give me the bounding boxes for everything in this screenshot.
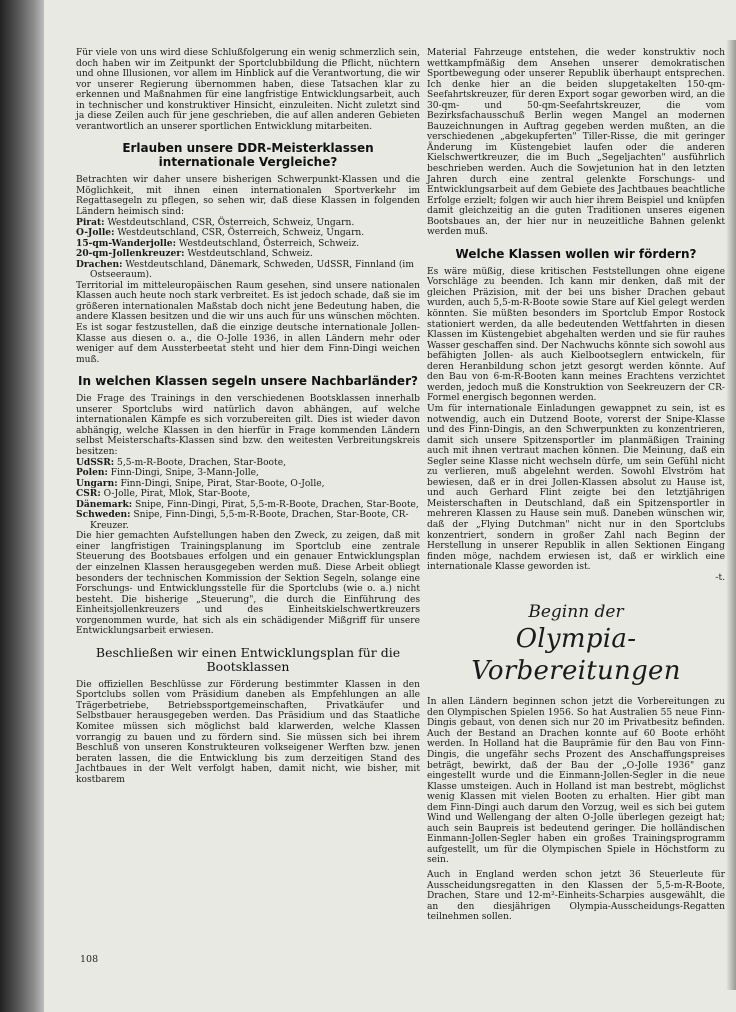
paragraph: Betrachten wir daher unsere bisherigen Schwerpunkt-Klassen und die Möglichkeit, mit ihnen einen internationalen Sportverkehr im Regattasegeln zu pflegen, so sehen wir, daß diese Klassen in folgenden Ländern heimisch sind: (76, 175, 420, 218)
list-item: Drachen: Westdeutschland, Dänemark, Schweden, UdSSR, Finnland (im Ostseeraum). (76, 258, 414, 281)
heading-klassen-foerdern: Welche Klassen wollen wir fördern? (455, 246, 697, 261)
list-item: O-Jolle: Westdeutschland, CSR, Österreich, Schweiz, Ungarn. (76, 227, 365, 239)
paragraph: Um für internationale Einladungen gewappnet zu sein, ist es notwendig, auch ein Dutzend Boote, vorerst der Snipe-Klasse und des Finn-Dingis, an den Schwerpunkten zu konzentrieren, damit sich unsere Spitzensportler im planmäßigen Training auch mit ihnen vertraut machen können. Die Meinung, daß ein Segler seine Klasse nicht wechseln dürfe, um sein Gefühl nicht zu verlieren, muß abgelehnt werden. Sowohl Elvström hat bewiesen, daß er in drei Jollen-Klassen absolut zu Hause ist, und auch Gerhard Flint zeigte bei den letztjährigen Meisterschaften in Deutschland, daß ein Spitzensportler in mehreren Klassen zu Hause sein muß. Daneben wünschen wir, daß der „Flying Dutchman" nicht nur in den Sportclubs konzentriert, sondern in großer Zahl nach Beginn der Herstellung in unserer Republik in allen Sektionen Eingang finden möge, nachdem erwiesen ist, daß er wirklich eine internationale Klasse geworden ist. (427, 403, 725, 573)
class-country-list (76, 218, 420, 281)
list-item: 20-qm-Jollenkreuzer: Westdeutschland, Schweiz. (76, 248, 313, 260)
paragraph: Territorial im mitteleuropäischen Raum gesehen, sind unsere nationalen Klassen auch heute noch stark verbreitet. Es ist jedoch schade, daß sie im größeren internationalen Maßstab doch nicht jene Bedeutung haben, die andere Klassen besitzen und die wir uns auch für uns wünschen möchten. Es ist sogar festzustellen, daß die einzige deutsche internationale Jollen-Klasse aus diesen o. a., die O-Jolle 1936, in allen Ländern mehr oder weniger auf dem Aussterbeetat steht und hier dem Finn-Dingi weichen muß. (76, 280, 420, 365)
book-page (44, 0, 736, 1012)
right-column (427, 48, 725, 923)
article-title (427, 601, 725, 687)
heading-entwicklungsplan: Beschließen wir einen Entwicklungsplan für die Bootsklassen (95, 644, 401, 674)
article-title-sub: Beginn der (528, 602, 624, 623)
list-item: Pirat: Westdeutschland, CSR, Österreich, Schweiz, Ungarn. (76, 216, 355, 228)
intro-paragraph: Für viele von uns wird diese Schlußfolgerung ein wenig schmerzlich sein, doch haben wir im Zeitpunkt der Sportclubbildung die Pflicht, nüchtern und ohne Illusionen, vor allem im Hinblick auf die Verantwortung, die wir vor unserer Regierung übernommen haben, diese Tatsachen klar zu erkennen und Maßnahmen für eine langfristige Entwicklungsarbeit, auch in technischer und konstruktiver Hinsicht, einzuleiten. Nicht zuletzt sind ja diese Zeilen auch für jene geschrieben, die auf allen anderen Gebieten verantwortlich an unserer sportlichen Entwicklung mitarbeiten. (76, 48, 420, 132)
left-column (76, 48, 420, 785)
paragraph: Die hier gemachten Aufstellungen haben den Zweck, zu zeigen, daß mit einer langfristigen Trainingsplanung im Sportclub eine zentrale Steuerung des Bootsbaues erfolgen und ein genauer Entwicklungsplan der einzelnen Klassen herausgegeben werden muß. Diese Arbeit obliegt besonders der technischen Kommission der Sektion Segeln, solange eine Forschungs- und Entwicklungsstelle für die Sportclubs (wie o. a.) nicht besteht. Die bisherige „Steuerung", die durch die Einführung des Einheitsjollenkreuzers und des Einheitskielschwertkreuzers vorgenommen wurde, hat sich als ein schädigender Mißgriff für unsere Entwicklungsarbeit erwiesen. (76, 531, 420, 637)
book-spine (0, 0, 44, 1012)
list-item: UdSSR: 5,5-m-R-Boote, Drachen, Star-Boote, (76, 456, 286, 468)
author-signature: -t. (715, 572, 725, 583)
article-title-main: Olympia-Vorbereitungen (471, 624, 681, 687)
list-item: Dänemark: Snipe, Finn-Dingi, Pirat, 5,5-m-R-Boote, Drachen, Star-Boote, (76, 498, 419, 510)
list-item: 15-qm-Wanderjolle: Westdeutschland, Österreich, Schweiz. (76, 237, 360, 249)
list-item: CSR: O-Jolle, Pirat, Mlok, Star-Boote, (76, 488, 251, 500)
list-item: Schweden: Snipe, Finn-Dingi, 5,5-m-R-Boote, Drachen, Star-Boote, CR-Kreuzer. (76, 509, 409, 531)
heading-nachbarlaender: In welchen Klassen segeln unsere Nachbarländer? (78, 374, 418, 389)
neighbour-class-list (76, 458, 420, 532)
list-item: Polen: Finn-Dingi, Snipe, 3-Mann-Jolle, (76, 467, 259, 479)
heading-ddr-meisterklassen: Erlauben unsere DDR-Meisterklassen internationale Vergleiche? (122, 141, 374, 170)
paragraph: In allen Ländern beginnen schon jetzt die Vorbereitungen zu den Olympischen Spielen 1956. So hat Australien 55 neue Finn-Dingis gebaut, von denen sich nur 20 im Privatbesitz befinden. Auch der Bestand an Drachen konnte auf 60 Boote erhöht werden. In Holland hat die Bauprämie für den Bau von Finn-Dingis, die ungefähr sechs Prozent des Anschaffungspreises beträgt, bewirkt, daß der Bau der „O-Jolle 1936" ganz eingestellt wurde und die Einmann-Jollen-Segler in die neue Klasse umsteigen. Auch in Holland ist man bestrebt, möglichst wenig Klassen mit vielen Booten zu erhalten. Hier gibt man dem Finn-Dingi auch darum den Vorzug, weil es sich bei gutem Wind und Wellengang der alten O-Jolle überlegen gezeigt hat; auch sein Baupreis ist bedeutend geringer. Die holländischen Einmann-Jollen-Segler haben ein großes Trainingsprogramm aufgestellt, um für die Olympischen Spiele in Höchstform zu sein. (427, 697, 725, 866)
paragraph: Die Frage des Trainings in den verschiedenen Bootsklassen innerhalb unserer Sportclubs wird natürlich davon abhängen, auf welche internationalen Kämpfe es sich vorzubereiten gilt. Dies ist wieder davon abhängig, welche Klassen in den hierfür in Frage kommenden Ländern selbst Meisterschafts-Klassen sind bzw. den weitesten Verbreitungskreis besitzen: (76, 394, 420, 457)
paragraph: Material Fahrzeuge entstehen, die weder konstruktiv noch wettkampfmäßig dem Ansehen unserer demokratischen Sportbewegung oder unserer Republik überhaupt entsprechen. Ich denke hier an die beiden slupgetakelten 150-qm-Seefahrtskreuzer, für deren Export sogar geworben wird, an die 30-qm- und 50-qm-Seefahrtskreuzer, die vom Bezirksfachausschuß Berlin wegen Mangel an modernen Bauzeichnungen in Auftrag gegeben werden mußten, an die verschiedenen „abgekupferten" Tiller-Risse, die mit geringer Änderung im Küstengebiet laufen oder die anderen Kielschwertkreuzer, die im Buch „Segeljachten" ausführlich beschrieben werden. Auch die Sowjetunion hat in den letzten Jahren durch eine zentral gelenkte Forschungs- und Entwicklungsarbeit auf dem Gebiete des Jachtbaues beachtliche Erfolge erzielt; folgen wir auch hier ihrem Beispiel und knüpfen damit gleichzeitig an die guten Traditionen unseres eigenen Bootsbaues an, der hier nur in neuzeitliche Bahnen gelenkt werden muß. (427, 48, 725, 238)
page-number: 108 (80, 954, 99, 965)
paragraph: Auch in England werden schon jetzt 36 Steuerleute für Ausscheidungsregatten in den Klassen der 5,5-m-R-Boote, Drachen, Stare und 12-m²-Einheits-Scharpies ausgewählt, die an den diesjährigen Olympia-Ausscheidungs-Regatten teilnehmen sollen. (427, 870, 725, 923)
paragraph: Es wäre müßig, diese kritischen Feststellungen ohne eigene Vorschläge zu beenden. Ich kann mir denken, daß mit der gleichen Präzision, mit der bei uns bisher Drachen gebaut wurden, auch 5,5-m-R-Boote sowie Stare auf Kiel gelegt werden könnten. Sie müßten besonders im Sportclub Empor Rostock stationiert werden, da alle bedeutenden Wettfahrten in diesen Klassen im Küstengebiet abgehalten werden und sie für rauhes Wasser geschaffen sind. Der Nachwuchs könnte sich sowohl aus befähigten Jollen- als auch Kielbootseglern entwickeln, für deren Heranbildung schon jetzt gesorgt werden könnte. Auf den Bau von 6-m-R-Booten kann meines Erachtens verzichtet werden, jedoch muß die Konstruktion von Seekreuzern der CR-Formel energisch begonnen werden. (427, 266, 725, 404)
list-item: Ungarn: Finn-Dingi, Snipe, Pirat, Star-Boote, O-Jolle, (76, 477, 325, 489)
page-edge-shadow (726, 40, 736, 990)
paragraph: Die offiziellen Beschlüsse zur Förderung bestimmter Klassen in den Sportclubs sollen vom Präsidium daneben als Empfehlungen an alle Trägerbetriebe, Betriebssportgemeinschaften, Privatkäufer und Selbstbauer herausgegeben werden. Das Präsidium und das Staatliche Komitee müssen sich möglichst bald klarwerden, welche Klassen vorrangig zu bauen und zu fördern sind. Sie müssen sich bei ihrem Beschluß von unseren Konstrukteuren volkseigener Werften bzw. jenen beraten lassen, die die Entwicklung bis zum derzeitigen Stand des Jachtbaues in der Welt verfolgt haben, damit nicht, wie bisher, mit kostbarem (76, 679, 420, 785)
